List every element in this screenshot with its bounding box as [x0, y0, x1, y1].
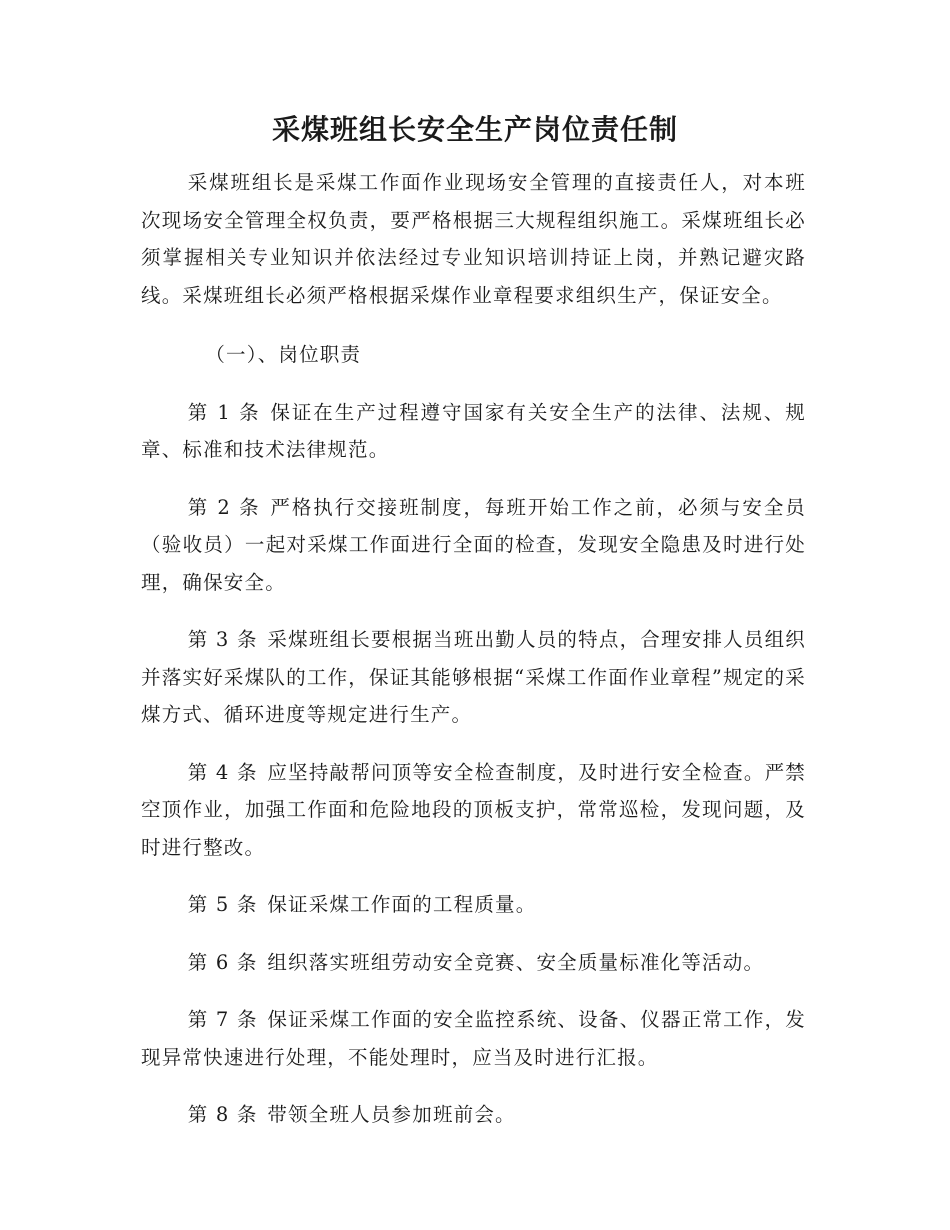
- article-6: [141, 944, 806, 982]
- article-1: [141, 394, 806, 469]
- article-text: 应坚持敲帮问顶等安全检查制度，及时进行安全检查。严禁空顶作业，加强工作面和危险地段的顶板支护，常常巡检，发现问题，及时进行整改。: [141, 760, 806, 859]
- article-8: [141, 1096, 806, 1134]
- article-number: 第 1 条: [187, 400, 261, 424]
- intro-paragraph: 采煤班组长是采煤工作面作业现场安全管理的直接责任人，对本班次现场安全管理全权负责，要严格根据三大规程组织施工。采煤班组长必须掌握相关专业知识并依法经过专业知识培训持证上岗，并熟记避灾路线。采煤班组长必须严格根据采煤作业章程要求组织生产，保证安全。: [141, 171, 806, 307]
- article-number: 第 8 条: [187, 1103, 258, 1126]
- article-text: 采煤班组长要根据当班出勤人员的特点，合理安排人员组织并落实好采煤队的工作，保证其能够根据“采煤工作面作业章程”规定的采煤方式、循环进度等规定进行生产。: [141, 628, 806, 726]
- article-text: 严格执行交接班制度，每班开始工作之前，必须与安全员（验收员）一起对采煤工作面进行全面的检查，发现安全隐患及时进行处理，确保安全。: [141, 495, 806, 594]
- section-heading: （一）、岗位职责: [205, 343, 362, 366]
- article-2: [141, 489, 806, 602]
- article-5: [141, 886, 806, 924]
- article-number: 第 6 条: [187, 950, 258, 974]
- article-number: 第 7 条: [187, 1008, 258, 1031]
- article-4: [141, 754, 806, 867]
- article-text: 带领全班人员参加班前会。: [267, 1103, 516, 1126]
- article-number: 第 5 条: [187, 893, 258, 916]
- article-text: 保证采煤工作面的安全监控系统、设备、仪器正常工作，发现异常快速进行处理，不能处理时，应当及时进行汇报。: [141, 1008, 806, 1069]
- document-title: 采煤班组长安全生产岗位责任制: [271, 113, 678, 146]
- article-number: 第 2 条: [187, 495, 261, 519]
- article-text: 组织落实班组劳动安全竞赛、安全质量标准化等活动。: [267, 950, 765, 974]
- article-text: 保证采煤工作面的工程质量。: [267, 893, 537, 916]
- article-number: 第 4 条: [187, 760, 258, 784]
- article-text: 保证在生产过程遵守国家有关安全生产的法律、法规、规章、标准和技术法律规范。: [141, 400, 806, 461]
- article-number: 第 3 条: [187, 628, 258, 651]
- article-7: [141, 1001, 806, 1076]
- document-body: [141, 164, 806, 1154]
- article-3: [141, 621, 806, 734]
